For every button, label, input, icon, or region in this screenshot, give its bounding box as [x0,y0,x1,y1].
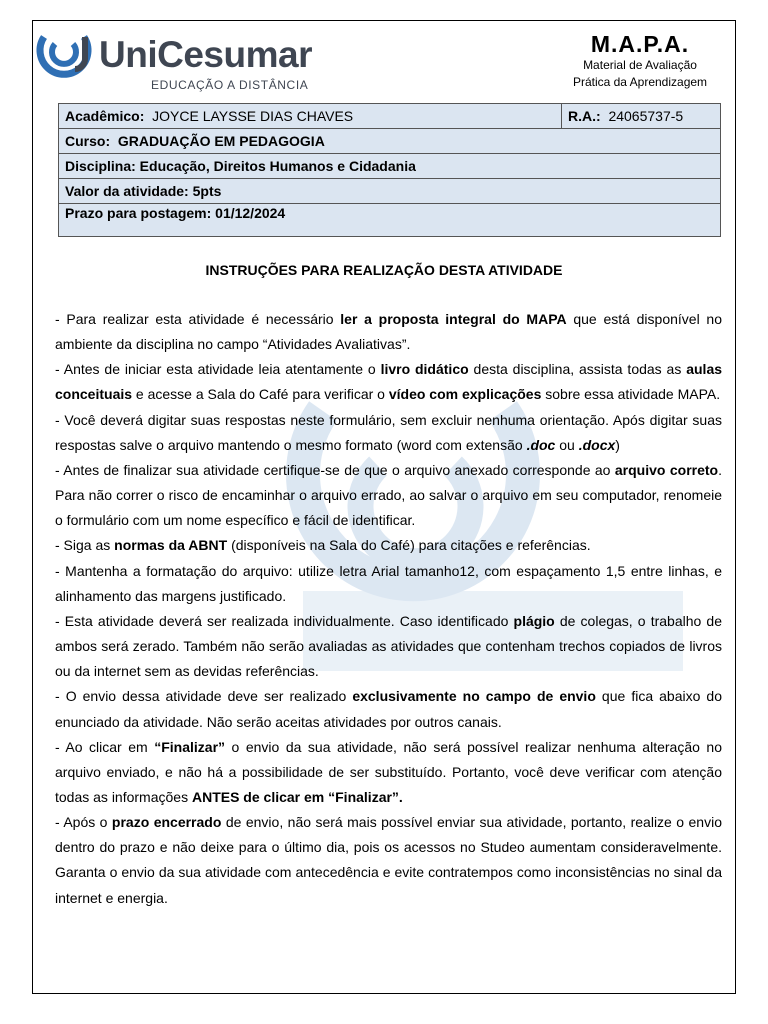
instruction-text: . Para não correr o risco de encaminhar o arquivo errado, ao salvar o arquivo em seu computador, renomeie o formulário com um nome específico e fácil de identificar. [55,461,722,529]
instruction-paragraph [55,533,722,558]
table-row [59,154,721,179]
academico-cell: Acadêmico: JOYCE LAYSSE DIAS CHAVES [59,104,562,129]
instruction-paragraph [55,609,722,684]
instruction-text: (disponíveis na Sala do Café) para citações e referências. [227,537,591,554]
instruction-paragraph [55,559,722,609]
instruction-text: exclusivamente no campo de envio [352,688,596,705]
valor-cell: Valor da atividade: 5pts [59,179,721,204]
curso-value: GRADUAÇÃO EM PEDAGOGIA [117,133,325,149]
instruction-text: “Finalizar” [154,738,226,755]
instruction-text: - Antes de iniciar esta atividade leia atentamente o [55,361,381,378]
instructions-heading: INSTRUÇÕES PARA REALIZAÇÃO DESTA ATIVIDADE [205,262,563,278]
curso-cell: Curso: GRADUAÇÃO EM PEDAGOGIA [59,129,721,154]
table-row [59,204,721,237]
instruction-text: - Siga as [55,537,115,554]
instruction-text: desta disciplina, assista todas as [468,361,687,378]
instruction-text: - Antes de finalizar sua atividade certifique-se de que o arquivo anexado corresponde ao [55,461,615,478]
instruction-text: - O envio dessa atividade deve ser realizado [55,688,353,705]
instruction-text: livro didático [380,361,469,378]
mapa-subtitle-line2: Prática da Aprendizagem [572,75,708,89]
table-row [59,104,721,129]
instruction-text: que está disponível no ambiente da disciplina no campo “Atividades Avaliativas”. [55,311,722,353]
instruction-text: que fica abaixo do enunciado da atividade. Não serão aceitas atividades por outros canais. [55,688,722,730]
instruction-text: - Ao clicar em [55,738,155,755]
instruction-text: ou [555,436,579,453]
instruction-text: arquivo correto [614,461,719,478]
instruction-paragraph [55,458,722,533]
instruction-text: plágio [513,612,555,629]
logo-subtitle: EDUCAÇÃO A DISTÂNCIA [151,78,309,92]
mapa-subtitle-line1: Material de Avaliação [583,58,697,72]
ra-cell: R.A.: 24065737-5 [562,104,721,129]
instruction-paragraph [55,684,722,734]
instruction-text: vídeo com explicações [388,386,542,403]
instruction-text: - Esta atividade deverá ser realizada individualmente. Caso identificado [55,612,514,629]
disciplina-cell: Disciplina: Educação, Direitos Humanos e Cidadania [59,154,721,179]
instruction-text: - Mantenha a formatação do arquivo: utilize letra Arial tamanho12, com espaçamento 1,5 entre linhas, e alinhamento das margens justificado. [55,562,722,604]
instruction-paragraph [55,357,722,407]
instruction-text: aulas conceituais [55,361,723,403]
prazo-cell: Prazo para postagem: 01/12/2024 [59,204,721,237]
instruction-paragraph [55,735,722,810]
instruction-text: .doc [526,436,556,453]
ra-value: 24065737-5 [608,108,684,124]
instruction-text: .docx [578,436,616,453]
instruction-paragraph [55,307,722,357]
instructions-body [55,307,722,911]
instruction-text: e acesse a Sala do Café para verificar o [132,386,389,403]
instruction-text: - Você deverá digitar suas respostas neste formulário, sem excluir nenhuma orientação. Após digitar suas respostas salve o arquivo mantendo o mesmo formato (word com extensão [55,411,722,453]
student-info-table [58,103,721,237]
unicesumar-logo-mark-icon [35,31,97,83]
instruction-text: - Após o [55,814,112,831]
table-row [59,129,721,154]
document-page [32,20,736,994]
mapa-title: M.A.P.A. [590,31,690,57]
instruction-text: ANTES de clicar em “Finalizar”. [191,788,403,805]
instruction-text: ) [615,436,620,453]
instruction-text: - Para realizar esta atividade é necessário [55,311,341,327]
instruction-text: de colegas, o trabalho de ambos será zerado. Também não serão avaliadas as atividades que contenham trechos copiados de livros ou da internet sem as devidas referências. [55,612,722,680]
logo-brand-name: UniCesumar [99,34,312,75]
instruction-paragraph [55,408,722,458]
mapa-header [545,31,735,91]
instruction-paragraph [55,810,722,911]
instruction-text: ler a proposta integral do MAPA [340,311,567,327]
instruction-text: sobre essa atividade MAPA. [541,386,721,403]
instruction-text: de envio, não será mais possível enviar sua atividade, portanto, realize o envio dentro do prazo e não deixe para o último dia, pois os acessos no Studeo aumentam consideravelmente. Garanta o envio da sua atividade com antecedência e evite contratempos como inconsistências no sinal da internet e energia. [55,814,722,906]
instruction-text: normas da ABNT [114,537,228,554]
instruction-text: prazo encerrado [111,814,222,831]
instruction-text: o envio da sua atividade, não será possível realizar nenhuma alteração no arquivo enviado, e não há a possibilidade de ser substituído. Portanto, você deve verificar com atenção todas as informações [55,738,722,805]
academico-value: JOYCE LAYSSE DIAS CHAVES [152,108,354,124]
table-row [59,179,721,204]
